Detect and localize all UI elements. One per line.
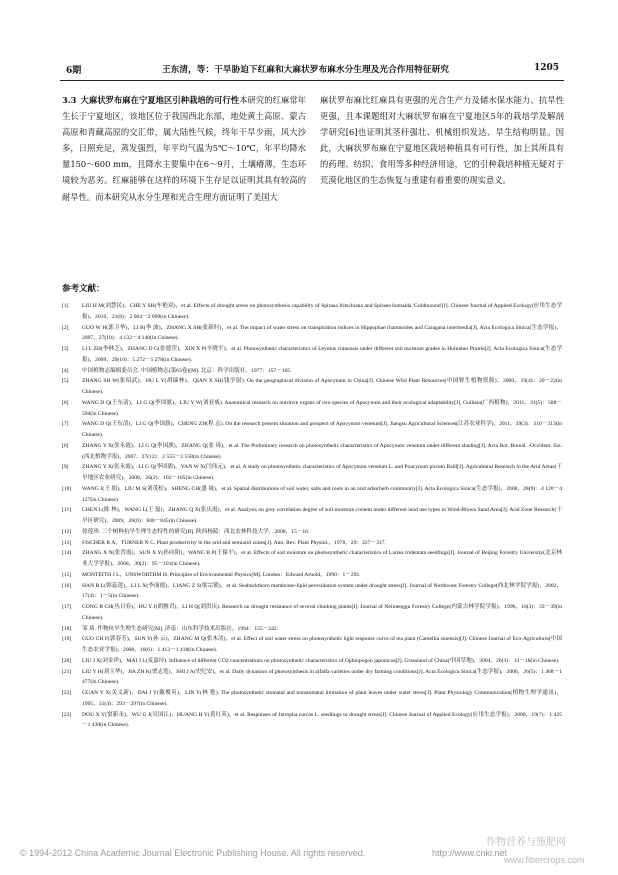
reference-item	[62, 710, 562, 732]
reference-item	[62, 462, 562, 484]
reference-item	[62, 419, 562, 441]
reference-text: GUAN Y X(关义新)，DAI J Y(戴俊英)，LIN Y(林 艳). The photosynthetic stomatal and nonstomatal limitation of plant leaves under water stress[J]. Plant Physiology Communication(植物生理学通讯)，1995，31(4)：293－297(in Chinese).	[82, 690, 562, 707]
reference-item	[62, 441, 562, 463]
reference-text: WANG J(王 娟)，LIU M S(刘茂松)，SHENG CH(盛 晟)，et al. Spatial distributions of soil water, salts and roots in an arid arborherb community[J]. Acta Ecologica Sinica(生态学报)，2008，28(9)：4 120－4 127(in Chinese).	[82, 485, 562, 503]
reference-text: ZHANG Y X(张永霞)，LI G Q(李国旗)，ZHANG Q(张 琦)，et al. The Preliminary research on photosynthetic characteristics of Apocynum venetum under different shading[J]. Acta Bot. Boreal. -Occident. Sin.(西北植物学报)，2007，27(12)：2 555－2 558(in Chinese).	[82, 442, 562, 460]
section-number: 3.3	[62, 95, 77, 105]
reference-item	[62, 301, 562, 323]
reference-number: [15]	[62, 571, 72, 578]
reference-number: [10]	[62, 485, 72, 492]
reference-number: [4]	[62, 367, 69, 374]
reference-item	[62, 344, 562, 366]
section-title: 大麻状罗布麻在宁夏地区引种栽培的可行性	[80, 95, 240, 105]
watermark-url: www.fibercrops.com	[504, 855, 585, 865]
running-header	[0, 63, 618, 77]
reference-number: [22]	[62, 690, 72, 696]
reference-number: [21]	[62, 668, 72, 675]
reference-text: CHEN L(陈 林)，WANG L(王 磊)，ZHANG Q X(张庆霞)，et al. Analysis on grey correlation degree of soil moisture content under different land use types in Wind-Blown Sand Area[J]. Arid Zone Research(干旱区研究)，2009，26(6)：840－845(in Chinese).	[82, 507, 562, 524]
reference-item	[62, 376, 562, 398]
reference-item	[62, 656, 562, 667]
reference-number: [2]	[62, 324, 69, 331]
reference-text: GUO W H(郭卫华)，LI B(李 波)，ZHANG X SH(张新时)，et al. The impact of water stress on transpiration indices in Hippophae rhamnoides and Caragana intermedia[J]. Acta Ecologica Sinica(生态学报)，2007，27(10)：4 132－4 140(in Chinese).	[82, 324, 562, 342]
section-body-right: 麻状罗布麻比红麻具有更强的光合生产力及储水保水能力、抗旱性更强，且本课题组对大麻状罗布麻在宁夏地区5年的栽培学及解剖学研究[6]也证明其茎秆强壮、机械组织发达、旱生结构明显。因此，大麻状罗布麻在宁夏地区栽培种植具有可行性，加上其所具有的药理、纺织、食用等多种经济用途，它的引种栽培种植无疑对于荒漠化地区的生态恢复与重建有着重要的现实意义。	[320, 95, 564, 186]
reference-item	[62, 538, 562, 549]
reference-number: [12]	[62, 528, 72, 535]
reference-item	[62, 366, 562, 377]
reference-text: LI L ZH(李林芝)，ZHANG D G(张德罡)，XIN X P(辛晓平)，et al. Photosynthetic characteristics of Leymus chinensis under different soil moisture grades in Hulunber Prairie[J]. Acta Ecologica Sinica(生态学报)，2009，29(10)：5 272－5 278(in Chinese).	[82, 346, 562, 363]
reference-number: [14]	[62, 550, 72, 557]
reference-item	[62, 570, 562, 581]
reference-item	[62, 634, 562, 656]
reference-number: [20]	[62, 657, 72, 664]
reference-text: HAN R L(韩蕊莲)，LI L X(李丽霞)，LIANG Z S(梁宗锁)，et al. Seabuckthorn membrane-lipid peroxidation system under drought stress[J]. Journal of Northwest Forestry College(西北林学院学报)，2002，17(4)：1－5(in Chinese).	[82, 582, 562, 600]
reference-number: [1]	[62, 303, 69, 309]
reference-number: [9]	[62, 464, 69, 471]
watermark-text: 作物营养与施肥网	[486, 837, 566, 848]
reference-number: [16]	[62, 582, 72, 589]
reference-text: ZHANG SH W(张绍武)，HU L Y(胡瑞林)，QIAN X SH(钱学射). On the geographical division of Apocynum in China[J]. Chinese Wild Plant Resources(中国野生植物资源)，2000，19(4)：20－22(in Chinese).	[82, 378, 562, 395]
reference-text: MONTEITH J L，UNSWORTHM H. Principles of Environmental Physics[M]. London：Edward Arnold，1990：1－291.	[82, 571, 361, 578]
header-rule	[60, 80, 564, 81]
reference-item	[62, 484, 562, 506]
running-title: 王东清，等：干旱胁迫下红麻和大麻状罗布麻水分生理及光合作用特征研究	[162, 65, 450, 75]
reference-number: [18]	[62, 625, 72, 632]
reference-text: GUO CH F(郭春芳)，SUN Y(孙 云)，ZHANG M Q(张木清)，et al. Effect of soil water stress on photosynthetic light response curve of tea plant (Camellia sinensis)[J]. Chinese Journal of Eco-Agriculture(中国生态农业学报)，2008，16(6)：1 413－1 418(in Chinese).	[82, 636, 562, 653]
reference-text: DOU X Y(窦新永)，WU G J(吴国江)，HUANG H Y(黄红英)，et al. Responses of Jatropha curcas L. seedlings to drought stress[J]. Chinese Journal of Applied Ecology(应用生态学报)，2008，19(7)：1 425－1 430(in Chinese).	[82, 711, 562, 729]
reference-text: ZHANG X N(张晋霞)，SUN X Y(孙向阳)，WANG B P(王保平)，et al. Effects of soil moisture on photosynthetic characteristics of Larrea tridentata seedlings[J]. Journal of Beijing Forestry University(北京林业大学学报)，2008，30(2)：95－101(in Chinese).	[82, 550, 562, 567]
page-number: 1205	[534, 63, 560, 73]
reference-number: [7]	[62, 421, 69, 428]
reference-text: 徐莲珍. 三个树种抗旱生理生态特性的研究[D]. 陕西杨陵：西北农林科技大学，2008，15－16.	[82, 528, 310, 535]
reference-text: LIU Y H(刘玉华)，JIA ZH K(贾志宽)，SHI J A(史纪安)，et al. Daily dynamics of photosynthesis in alfalfa varieties under dry farming conditions[J]. Acta Ecologica Sinica(生态学报)，2006，26(5)：1 468－1 477(in Chinese).	[82, 668, 562, 686]
reference-item	[62, 667, 562, 689]
reference-item	[62, 602, 562, 624]
copyright-footer: © 1994-2012 China Academic Journal Electronic Publishing House. All rights reserved.	[20, 848, 366, 858]
reference-item	[62, 688, 562, 710]
section-paragraph	[62, 92, 306, 205]
reference-item	[62, 505, 562, 527]
reference-text: CONG R CH(丛日春)，HU Y J(胡雅君)，LI H Q(刘洪庆). Research on drought resistance of several climbing plants[J]. Journal of Neimenggu Forestry College(内蒙古林学院学报)，1996，18(3)：33－39(in Chinese).	[82, 604, 562, 621]
left-column	[62, 92, 306, 205]
reference-text: LIU J X(刘金祥)，MAI J L(麦嘉玲). Influence of different CO2 concentrations on photosynthetic characteristics of Ophiopogon japonicus[J]. Grassland of China(中国草地)，2004，26(3)：13－18(in Chinese).	[82, 657, 560, 664]
reference-item	[62, 581, 562, 603]
reference-item	[62, 527, 562, 538]
reference-number: [17]	[62, 604, 72, 610]
reference-number: [6]	[62, 399, 69, 406]
reference-number: [5]	[62, 378, 69, 385]
reference-text: LIU H M(刘慧民)，CHE Y SH(车艳双)，et al. Effects of drought stress on photosynthesis capability of Spiraea fritschiana and Spiraea bumalda 'Goldmound'[J]. Chinese Journal of Applied Ecology(应用生态学报)，2010，21(8)：2 004－2 009(in Chinese).	[82, 303, 562, 320]
site-link[interactable]: http://www.cnki.net	[432, 848, 508, 858]
reference-text: 邹 琦. 作物抗旱生理生态研究[M]. 济南：山东科学技术出版社，1994：155－242.	[82, 625, 279, 632]
reference-item	[62, 323, 562, 345]
references-heading: 参考文献：	[62, 284, 105, 294]
reference-item	[62, 398, 562, 420]
reference-text: FISCHER R A，TURNER N C. Plant productivity in the arid and semiarid zones[J]. Ann. Rev. Plant Physiol.，1978，29：227－317.	[82, 539, 386, 546]
reference-item	[62, 624, 562, 635]
reference-text: WANG D Q(王东清)，LI G Q(李国旗)，CHENG ZH(程 志). On the research present situation and prospect of Apocynum venetum[J]. Jiangsu Agricultural Sciences(江苏农业科学)，2011，39(3)：310－313(in Chinese).	[82, 421, 562, 438]
reference-number: [3]	[62, 346, 69, 352]
reference-number: [13]	[62, 539, 72, 546]
right-column	[320, 92, 564, 189]
section-body-left: 本研究的红麻常年生长于宁夏地区，该地区位于我国西北东部，地处黄土高原、蒙古高原和青藏高原的交汇带，属大陆性气候，终年干旱少雨，风大沙多，日照充足，蒸发强烈，年平均气温为5℃～10℃，年平均降水量150～600 mm，且降水主要集中在6～9月，土壤瘠薄，生态环境较为恶劣。红麻能够在这样的环境下生存足以证明其具有较高的耐旱性。而本研究从水分生理和光合生理方面证明了美国大	[62, 95, 306, 202]
reference-text: ZHANG Y X(张永霞)，LI G Q(李国旗)，YAN W X(闫伟元)，et al. A study on photosynthetic characteristics of Apocynum venetum L. and Poacynum pictum Baill[J]. Agricultural Research in the Arid Areas(干旱地区农业研究)，2008，26(2)：102－105(in Chinese).	[82, 464, 562, 481]
issue-label: 6期	[66, 66, 82, 76]
reference-number: [11]	[62, 507, 72, 514]
reference-number: [19]	[62, 636, 72, 643]
reference-text: WANG D Q(王东清)，LI G Q(李国旗)，LIU Y W(刘亚威). Anatomical research on nutritive organs of two species of Apocynum and their ecological adaptability[J]. Guihaia(广西植物)，2011，31(5)：588－594(in Chinese).	[82, 399, 562, 417]
reference-item	[62, 548, 562, 570]
reference-text: 中国植物志编辑委员会. 中国植物志(第63卷)[M]. 北京：科学出版社，1977：157－165.	[82, 367, 292, 374]
reference-number: [23]	[62, 711, 72, 718]
reference-number: [8]	[62, 442, 69, 449]
references-list	[62, 301, 562, 731]
